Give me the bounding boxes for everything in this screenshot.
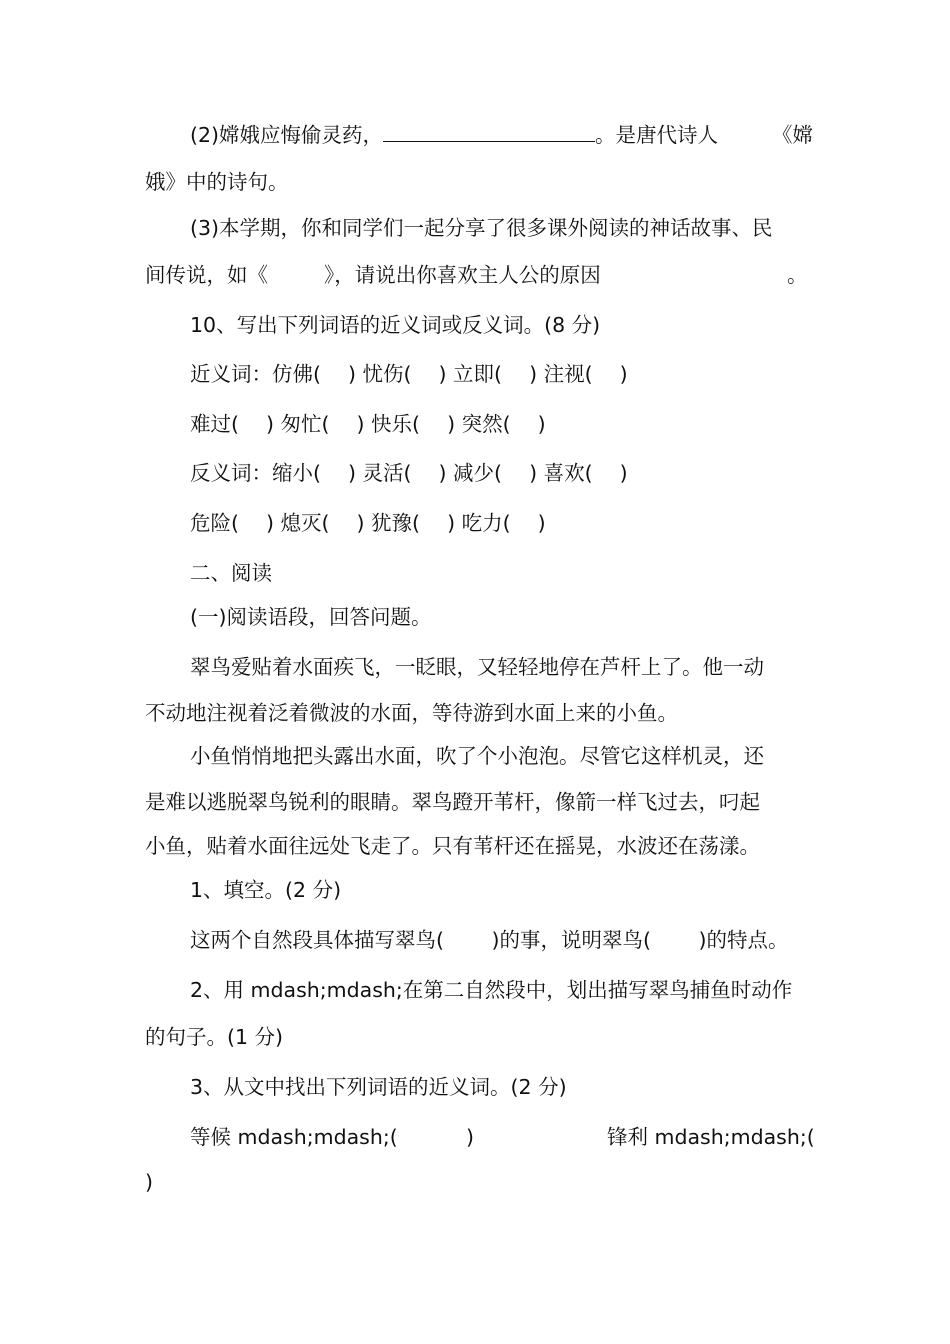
text-line (190, 121, 718, 149)
text-segment: (2)嫦娥应悔偷灵药， (190, 123, 384, 147)
text-line: 难过( ) 匆忙( ) 快乐( ) 突然( ) (190, 412, 546, 436)
text-line: 娥》中的诗句。 (145, 170, 289, 194)
text-line: 等候 mdash;mdash;( (190, 1125, 398, 1149)
text-line: 翠鸟爱贴着水面疾飞，一眨眼，又轻轻地停在芦杆上了。他一动 (190, 655, 764, 679)
text-line: (一)阅读语段，回答问题。 (190, 605, 432, 629)
text-line: 的句子。(1 分) (145, 1025, 284, 1049)
text-line: ) (145, 1170, 153, 1194)
text-segment: 。是唐代诗人 (595, 123, 719, 147)
text-line: (3)本学期，你和同学们一起分享了很多课外阅读的神话故事、民 (190, 216, 773, 240)
text-line: ) (466, 1125, 474, 1149)
text-line: 近义词：仿佛( ) 忧伤( ) 立即( ) 注视( ) (190, 362, 628, 386)
text-line: 小鱼，贴着水面往远处飞走了。只有苇杆还在摇晃，水波还在荡漾。 (145, 834, 760, 858)
text-segment: 间传说，如《 (145, 263, 268, 287)
text-line (145, 261, 601, 289)
text-line (772, 121, 813, 149)
text-line: 反义词：缩小( ) 灵活( ) 减少( ) 喜欢( ) (190, 461, 628, 485)
text-line: 锋利 mdash;mdash;( (607, 1125, 815, 1149)
text-line: 。 (787, 263, 808, 287)
text-line: 不动地注视着泛着微波的水面，等待游到水面上来的小鱼。 (145, 701, 678, 725)
text-line: 2、用 mdash;mdash;在第二自然段中，划出描写翠鸟捕鱼时动作 (190, 978, 793, 1002)
answer-blank (383, 121, 595, 142)
text-line: 是难以逃脱翠鸟锐利的眼睛。翠鸟蹬开苇杆，像箭一样飞过去，叼起 (145, 790, 760, 814)
text-line: 小鱼悄悄地把头露出水面，吹了个小泡泡。尽管它这样机灵，还 (190, 744, 764, 768)
section-heading: 二、阅读 (190, 561, 272, 585)
text-line: 1、填空。(2 分) (190, 878, 342, 902)
text-segment: 》，请说出你喜欢主人公的原因 (324, 263, 601, 287)
text-line: 这两个自然段具体描写翠鸟( )的事，说明翠鸟( )的特点。 (190, 928, 789, 952)
text-line: 3、从文中找出下列词语的近义词。(2 分) (190, 1075, 567, 1099)
text-line: 危险( ) 熄灭( ) 犹豫( ) 吃力( ) (190, 511, 546, 535)
text-segment: 《嫦 (772, 123, 813, 147)
text-line: 10、写出下列词语的近义词或反义词。(8 分) (190, 313, 601, 337)
